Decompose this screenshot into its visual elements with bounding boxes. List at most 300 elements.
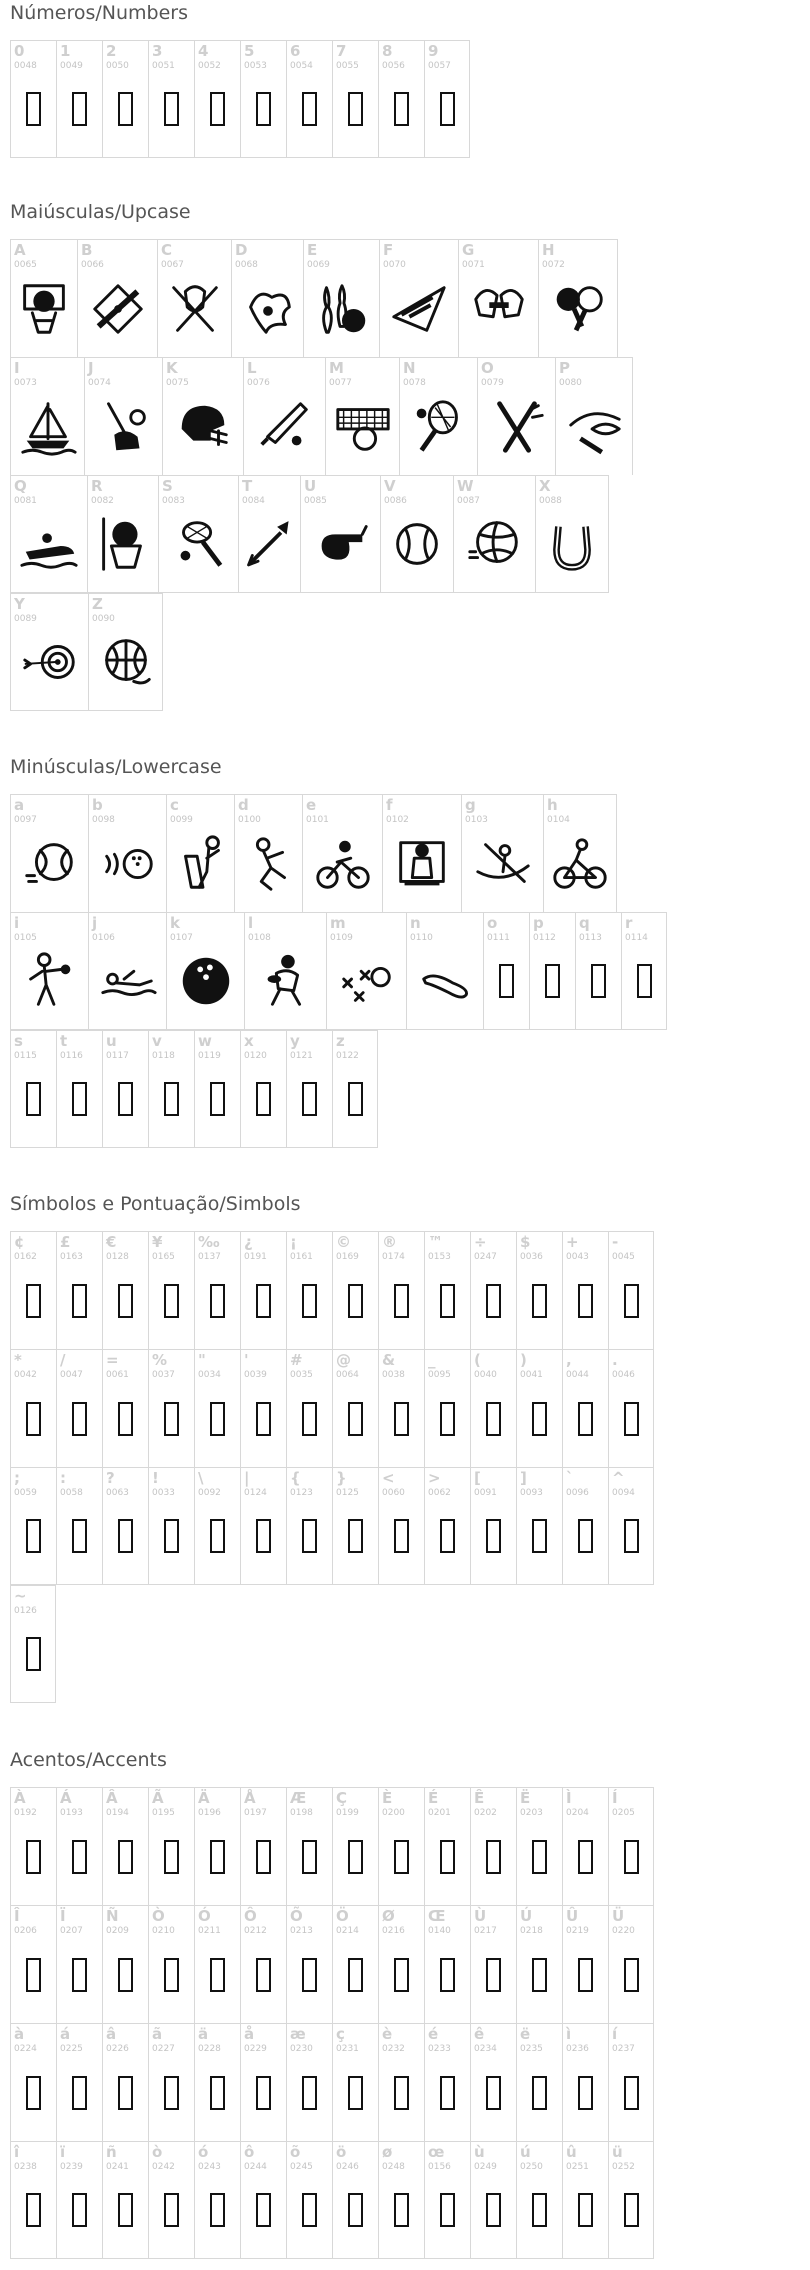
char-code: 0088	[539, 496, 562, 506]
missing-glyph-box	[637, 964, 652, 998]
char-code: 0156	[428, 2162, 451, 2172]
glyph-cell	[240, 1231, 286, 1349]
missing-glyph-box	[210, 1402, 225, 1436]
missing-glyph-box	[149, 1935, 194, 2015]
character-label: .	[612, 1351, 618, 1369]
character-label: n	[410, 914, 421, 932]
character-label: Ë	[520, 1789, 531, 1807]
glyph-cell	[244, 912, 326, 1030]
missing-glyph-box	[195, 1059, 240, 1139]
char-code: 0243	[198, 2162, 221, 2172]
missing-glyph-box	[256, 1284, 271, 1318]
glyph-cell	[332, 1905, 378, 2023]
char-code: 0103	[465, 815, 488, 825]
character-label: Ä	[198, 1789, 210, 1807]
missing-glyph-box	[302, 1402, 317, 1436]
missing-glyph-box	[149, 1059, 194, 1139]
character-label: X	[539, 477, 551, 495]
missing-glyph-box	[195, 69, 240, 149]
missing-glyph-box	[149, 1817, 194, 1897]
char-code: 0245	[290, 2162, 313, 2172]
character-label: c	[170, 796, 179, 814]
char-code: 0116	[60, 1051, 83, 1061]
missing-glyph-box	[11, 1496, 56, 1576]
glyph-cell	[470, 2023, 516, 2141]
missing-glyph-box	[609, 1817, 653, 1897]
missing-glyph-box	[195, 1935, 240, 2015]
char-code: 0095	[428, 1370, 451, 1380]
glyph-cell	[562, 1467, 608, 1585]
missing-glyph-box	[609, 1496, 653, 1576]
missing-glyph-box	[241, 1817, 286, 1897]
missing-glyph-box	[486, 1284, 501, 1318]
char-code: 0086	[384, 496, 407, 506]
char-code: 0068	[235, 260, 258, 270]
glyph-cell	[10, 1585, 56, 1703]
character-label: v	[152, 1032, 162, 1050]
char-code: 0046	[612, 1370, 635, 1380]
missing-glyph-box	[164, 1284, 179, 1318]
glyph-cell	[10, 1030, 56, 1148]
character-label: m	[330, 914, 346, 932]
character-label: 7	[336, 42, 347, 60]
glyph-cell	[56, 2023, 102, 2141]
section-heading: Maiúsculas/Upcase	[10, 201, 191, 223]
glyph-cell	[102, 1905, 148, 2023]
missing-glyph-box	[195, 2170, 240, 2250]
character-label: #	[290, 1351, 303, 1369]
glyph-cell	[234, 794, 302, 912]
glyph-cell	[194, 1349, 240, 1467]
bowling-ball-icon	[167, 941, 244, 1021]
character-label: "	[198, 1351, 206, 1369]
missing-glyph-box	[578, 2193, 593, 2227]
char-code: 0126	[14, 1606, 37, 1616]
section-heading: Símbolos e Pontuação/Simbols	[10, 1193, 301, 1215]
missing-glyph-box	[103, 2170, 148, 2250]
character-label: P	[559, 359, 570, 377]
character-label: Í	[612, 1789, 618, 1807]
character-label: Ç	[336, 1789, 348, 1807]
char-code: 0036	[520, 1252, 543, 1262]
missing-glyph-box	[394, 2193, 409, 2227]
missing-glyph-box	[72, 1958, 87, 1992]
glyph-cell	[240, 1787, 286, 1905]
char-code: 0096	[566, 1488, 589, 1498]
missing-glyph-box	[164, 2193, 179, 2227]
character-label: s	[14, 1032, 23, 1050]
character-label: S	[162, 477, 173, 495]
golf-club-icon	[93, 396, 155, 458]
char-code: 0078	[403, 378, 426, 388]
char-code: 0091	[474, 1488, 497, 1498]
glyph-cell	[379, 239, 458, 357]
missing-glyph-box	[440, 1402, 455, 1436]
glyph-cell	[148, 1467, 194, 1585]
character-label: ¿	[244, 1233, 253, 1251]
glyph-cell	[562, 1905, 608, 2023]
char-code: 0123	[290, 1488, 313, 1498]
missing-glyph-box	[118, 1519, 133, 1553]
missing-glyph-box	[471, 1379, 516, 1459]
char-code: 0035	[290, 1370, 313, 1380]
char-code: 0121	[290, 1051, 313, 1061]
basketball-hoop-icon	[13, 278, 75, 340]
char-code: 0089	[14, 614, 37, 624]
missing-glyph-box	[517, 1496, 562, 1576]
shuttlecock-icon	[237, 278, 299, 340]
fishing-icon	[563, 396, 625, 458]
missing-glyph-box	[302, 1082, 317, 1116]
char-code: 0076	[247, 378, 270, 388]
glyph-cell	[148, 1905, 194, 2023]
character-label: é	[428, 2025, 439, 2043]
kayaker-icon	[462, 824, 543, 904]
missing-glyph-box	[11, 69, 56, 149]
character-label: ú	[520, 2143, 531, 2161]
character-label: ñ	[106, 2143, 117, 2161]
glyph-cell	[424, 2023, 470, 2141]
character-label: €	[106, 1233, 117, 1251]
char-code: 0212	[244, 1926, 267, 1936]
character-label: Õ	[290, 1907, 303, 1925]
missing-glyph-box	[72, 92, 87, 126]
missing-glyph-box	[532, 1958, 547, 1992]
character-label: :	[60, 1469, 66, 1487]
character-label: %	[152, 1351, 168, 1369]
glyph-row	[10, 2023, 654, 2141]
glyph-cell	[286, 1467, 332, 1585]
character-label: Æ	[290, 1789, 307, 1807]
character-label: y	[290, 1032, 300, 1050]
glyph-row	[10, 475, 633, 593]
character-label: +	[566, 1233, 579, 1251]
char-code: 0196	[198, 1808, 221, 1818]
character-label: L	[247, 359, 257, 377]
char-code: 0199	[336, 1808, 359, 1818]
char-code: 0128	[106, 1252, 129, 1262]
char-code: 0209	[106, 1926, 129, 1936]
char-code: 0211	[198, 1926, 221, 1936]
character-label: Ï	[60, 1907, 66, 1925]
char-code: 0122	[336, 1051, 359, 1061]
glyph-cell	[240, 1905, 286, 2023]
glyph-cell	[477, 357, 555, 475]
missing-glyph-box	[394, 92, 409, 126]
missing-glyph-box	[348, 1840, 363, 1874]
swimmer-icon	[89, 941, 166, 1021]
character-label: 0	[14, 42, 25, 60]
character-label: 1	[60, 42, 71, 60]
missing-glyph-box	[11, 1379, 56, 1459]
character-label: _	[428, 1351, 436, 1369]
missing-glyph-box	[256, 2193, 271, 2227]
char-code: 0045	[612, 1252, 635, 1262]
sailboat-icon	[17, 396, 79, 458]
section-symbols	[10, 1191, 654, 1703]
glyph-row	[10, 1467, 654, 1585]
char-code: 0207	[60, 1926, 83, 1936]
character-label: ü	[612, 2143, 623, 2161]
missing-glyph-box	[210, 2076, 225, 2110]
dart-icon	[239, 513, 300, 575]
char-code: 0101	[306, 815, 329, 825]
missing-glyph-box	[149, 1379, 194, 1459]
jet-ski-icon	[18, 513, 80, 575]
glyph-cell	[608, 1467, 654, 1585]
glyph-cell	[10, 1349, 56, 1467]
missing-glyph-box	[11, 1261, 56, 1341]
missing-glyph-box	[57, 1379, 102, 1459]
missing-glyph-box	[164, 92, 179, 126]
glyph-cell	[102, 40, 148, 158]
ping-pong-paddles-icon	[539, 269, 617, 349]
missing-glyph-box	[103, 1379, 148, 1459]
missing-glyph-box	[72, 1519, 87, 1553]
character-label: è	[382, 2025, 393, 2043]
glyph-cell	[102, 2023, 148, 2141]
missing-glyph-box	[425, 2170, 470, 2250]
missing-glyph-box	[287, 1059, 332, 1139]
character-label: ?	[106, 1469, 115, 1487]
character-label: 4	[198, 42, 209, 60]
char-code: 0080	[559, 378, 582, 388]
glyph-cell	[378, 1787, 424, 1905]
character-label: J	[88, 359, 94, 377]
character-label: r	[625, 914, 633, 932]
character-label: k	[170, 914, 180, 932]
missing-glyph-box	[57, 2170, 102, 2250]
char-code: 0195	[152, 1808, 175, 1818]
missing-glyph-box	[11, 1614, 55, 1694]
char-code: 0251	[566, 2162, 589, 2172]
missing-glyph-box	[394, 1519, 409, 1553]
missing-glyph-box	[118, 2193, 133, 2227]
char-code: 0042	[14, 1370, 37, 1380]
hockey-goalie-icon	[383, 824, 461, 904]
missing-glyph-box	[624, 1519, 639, 1553]
boxer-icon	[19, 950, 81, 1012]
char-code: 0220	[612, 1926, 635, 1936]
basketball-player-icon	[167, 824, 234, 904]
character-label: Î	[14, 1907, 20, 1925]
char-code: 0125	[336, 1488, 359, 1498]
missing-glyph-box	[149, 1261, 194, 1341]
character-label: ¡	[290, 1233, 297, 1251]
glyph-cell	[470, 1349, 516, 1467]
missing-glyph-box	[624, 1284, 639, 1318]
missing-glyph-box	[164, 2076, 179, 2110]
glyph-cell	[424, 1905, 470, 2023]
missing-glyph-box	[609, 1935, 653, 2015]
missing-glyph-box	[26, 1637, 41, 1671]
tennis-ball-icon	[11, 824, 88, 904]
glyph-cell	[148, 1030, 194, 1148]
character-label: 5	[244, 42, 255, 60]
missing-glyph-box	[164, 1840, 179, 1874]
missing-glyph-box	[471, 1935, 516, 2015]
char-code: 0117	[106, 1051, 129, 1061]
char-code: 0063	[106, 1488, 129, 1498]
missing-glyph-box	[57, 1059, 102, 1139]
horseshoe-icon	[536, 504, 608, 584]
glyph-row	[10, 1787, 654, 1905]
football-helmet-icon	[163, 387, 243, 467]
glyph-cell	[516, 1231, 562, 1349]
character-label: ¥	[152, 1233, 163, 1251]
char-code: 0191	[244, 1252, 267, 1262]
glyph-cell	[102, 1467, 148, 1585]
character-label: ]	[520, 1469, 527, 1487]
glyph-row	[10, 2141, 654, 2259]
character-label: A	[14, 241, 26, 259]
character-label: f	[386, 796, 393, 814]
glyph-cell	[608, 1231, 654, 1349]
missing-glyph-box	[241, 2170, 286, 2250]
missing-glyph-box	[302, 1840, 317, 1874]
missing-glyph-box	[118, 1082, 133, 1116]
character-label: B	[81, 241, 93, 259]
archery-target-icon	[11, 622, 88, 702]
missing-glyph-box	[471, 1496, 516, 1576]
character-label: Û	[566, 1907, 579, 1925]
glyph-cell	[332, 1030, 378, 1148]
character-label: ù	[474, 2143, 485, 2161]
missing-glyph-box	[471, 1817, 516, 1897]
char-code: 0119	[198, 1051, 221, 1061]
character-label: Ù	[474, 1907, 487, 1925]
skis-icon	[486, 396, 548, 458]
missing-glyph-box	[287, 69, 332, 149]
bowling-pins-icon	[311, 278, 373, 340]
char-code: 0108	[248, 933, 271, 943]
char-code: 0037	[152, 1370, 175, 1380]
missing-glyph-box	[333, 1935, 378, 2015]
character-label: ©	[336, 1233, 351, 1251]
char-code: 0083	[162, 496, 185, 506]
missing-glyph-box	[118, 1402, 133, 1436]
missing-glyph-box	[609, 2053, 653, 2133]
missing-glyph-box	[532, 2076, 547, 2110]
glyph-cell	[332, 1349, 378, 1467]
missing-glyph-box	[578, 2076, 593, 2110]
glyph-cell	[10, 475, 87, 593]
glyph-cell	[538, 239, 618, 357]
missing-glyph-box	[11, 2053, 56, 2133]
glyph-cell	[194, 1467, 240, 1585]
character-label: 8	[382, 42, 393, 60]
missing-glyph-box	[517, 1261, 562, 1341]
char-code: 0062	[428, 1488, 451, 1498]
char-code: 0059	[14, 1488, 37, 1498]
char-code: 0043	[566, 1252, 589, 1262]
glyph-cell	[608, 1905, 654, 2023]
glyph-cell	[286, 1030, 332, 1148]
missing-glyph-box	[57, 2053, 102, 2133]
horseshoe-icon	[541, 513, 603, 575]
glyph-cell	[529, 912, 575, 1030]
missing-glyph-box	[256, 1840, 271, 1874]
missing-glyph-box	[72, 1840, 87, 1874]
char-code: 0153	[428, 1252, 451, 1262]
glyph-cell	[194, 1231, 240, 1349]
missing-glyph-box	[118, 92, 133, 126]
glyph-cell	[166, 794, 234, 912]
char-code: 0216	[382, 1926, 405, 1936]
skater-icon	[235, 824, 302, 904]
char-code: 0202	[474, 1808, 497, 1818]
char-code: 0061	[106, 1370, 129, 1380]
football-helmet-icon	[172, 396, 234, 458]
character-label: ‰	[198, 1233, 220, 1251]
missing-glyph-box	[578, 1402, 593, 1436]
missing-glyph-box	[609, 1261, 653, 1341]
char-code: 0239	[60, 2162, 83, 2172]
missing-glyph-box	[563, 2170, 608, 2250]
character-label: a	[14, 796, 25, 814]
character-label: ã	[152, 2025, 163, 2043]
glyph-cell	[516, 2023, 562, 2141]
character-label: /	[60, 1351, 66, 1369]
character-label: ^	[612, 1469, 625, 1487]
character-label: ö	[336, 2143, 347, 2161]
glyph-grid	[10, 1231, 654, 1703]
missing-glyph-box	[440, 1958, 455, 1992]
missing-glyph-box	[103, 1496, 148, 1576]
missing-glyph-box	[578, 1519, 593, 1553]
missing-glyph-box	[11, 1817, 56, 1897]
glyph-cell	[621, 912, 667, 1030]
missing-glyph-box	[624, 2193, 639, 2227]
missing-glyph-box	[486, 1402, 501, 1436]
missing-glyph-box	[576, 941, 621, 1021]
missing-glyph-box	[241, 1261, 286, 1341]
game-play-icon	[327, 941, 406, 1021]
skis-icon	[478, 387, 555, 467]
bowling-ball-motion-icon	[97, 833, 159, 895]
char-code: 0241	[106, 2162, 129, 2172]
char-code: 0051	[152, 61, 175, 71]
char-code: 0210	[152, 1926, 175, 1936]
char-code: 0244	[244, 2162, 267, 2172]
missing-glyph-box	[440, 1519, 455, 1553]
missing-glyph-box	[118, 1958, 133, 1992]
bat-icon	[407, 941, 483, 1021]
glyph-cell	[543, 794, 617, 912]
glyph-cell	[516, 1905, 562, 2023]
kayaker-icon	[472, 833, 534, 895]
missing-glyph-box	[26, 1284, 41, 1318]
missing-glyph-box	[149, 2170, 194, 2250]
missing-glyph-box	[149, 2053, 194, 2133]
glyph-cell	[562, 2023, 608, 2141]
glyph-cell	[562, 1787, 608, 1905]
glyph-cell	[608, 1787, 654, 1905]
glyph-grid	[10, 239, 633, 711]
glyph-row	[10, 593, 633, 711]
missing-glyph-box	[210, 1082, 225, 1116]
character-label: î	[14, 2143, 20, 2161]
character-label: T	[242, 477, 253, 495]
missing-glyph-box	[379, 1379, 424, 1459]
missing-glyph-box	[302, 2076, 317, 2110]
missing-glyph-box	[440, 1284, 455, 1318]
character-label: Ö	[336, 1907, 349, 1925]
character-label: Ò	[152, 1907, 165, 1925]
glyph-cell	[424, 40, 470, 158]
baseball-field-icon	[78, 269, 157, 349]
character-label: i	[14, 914, 20, 932]
